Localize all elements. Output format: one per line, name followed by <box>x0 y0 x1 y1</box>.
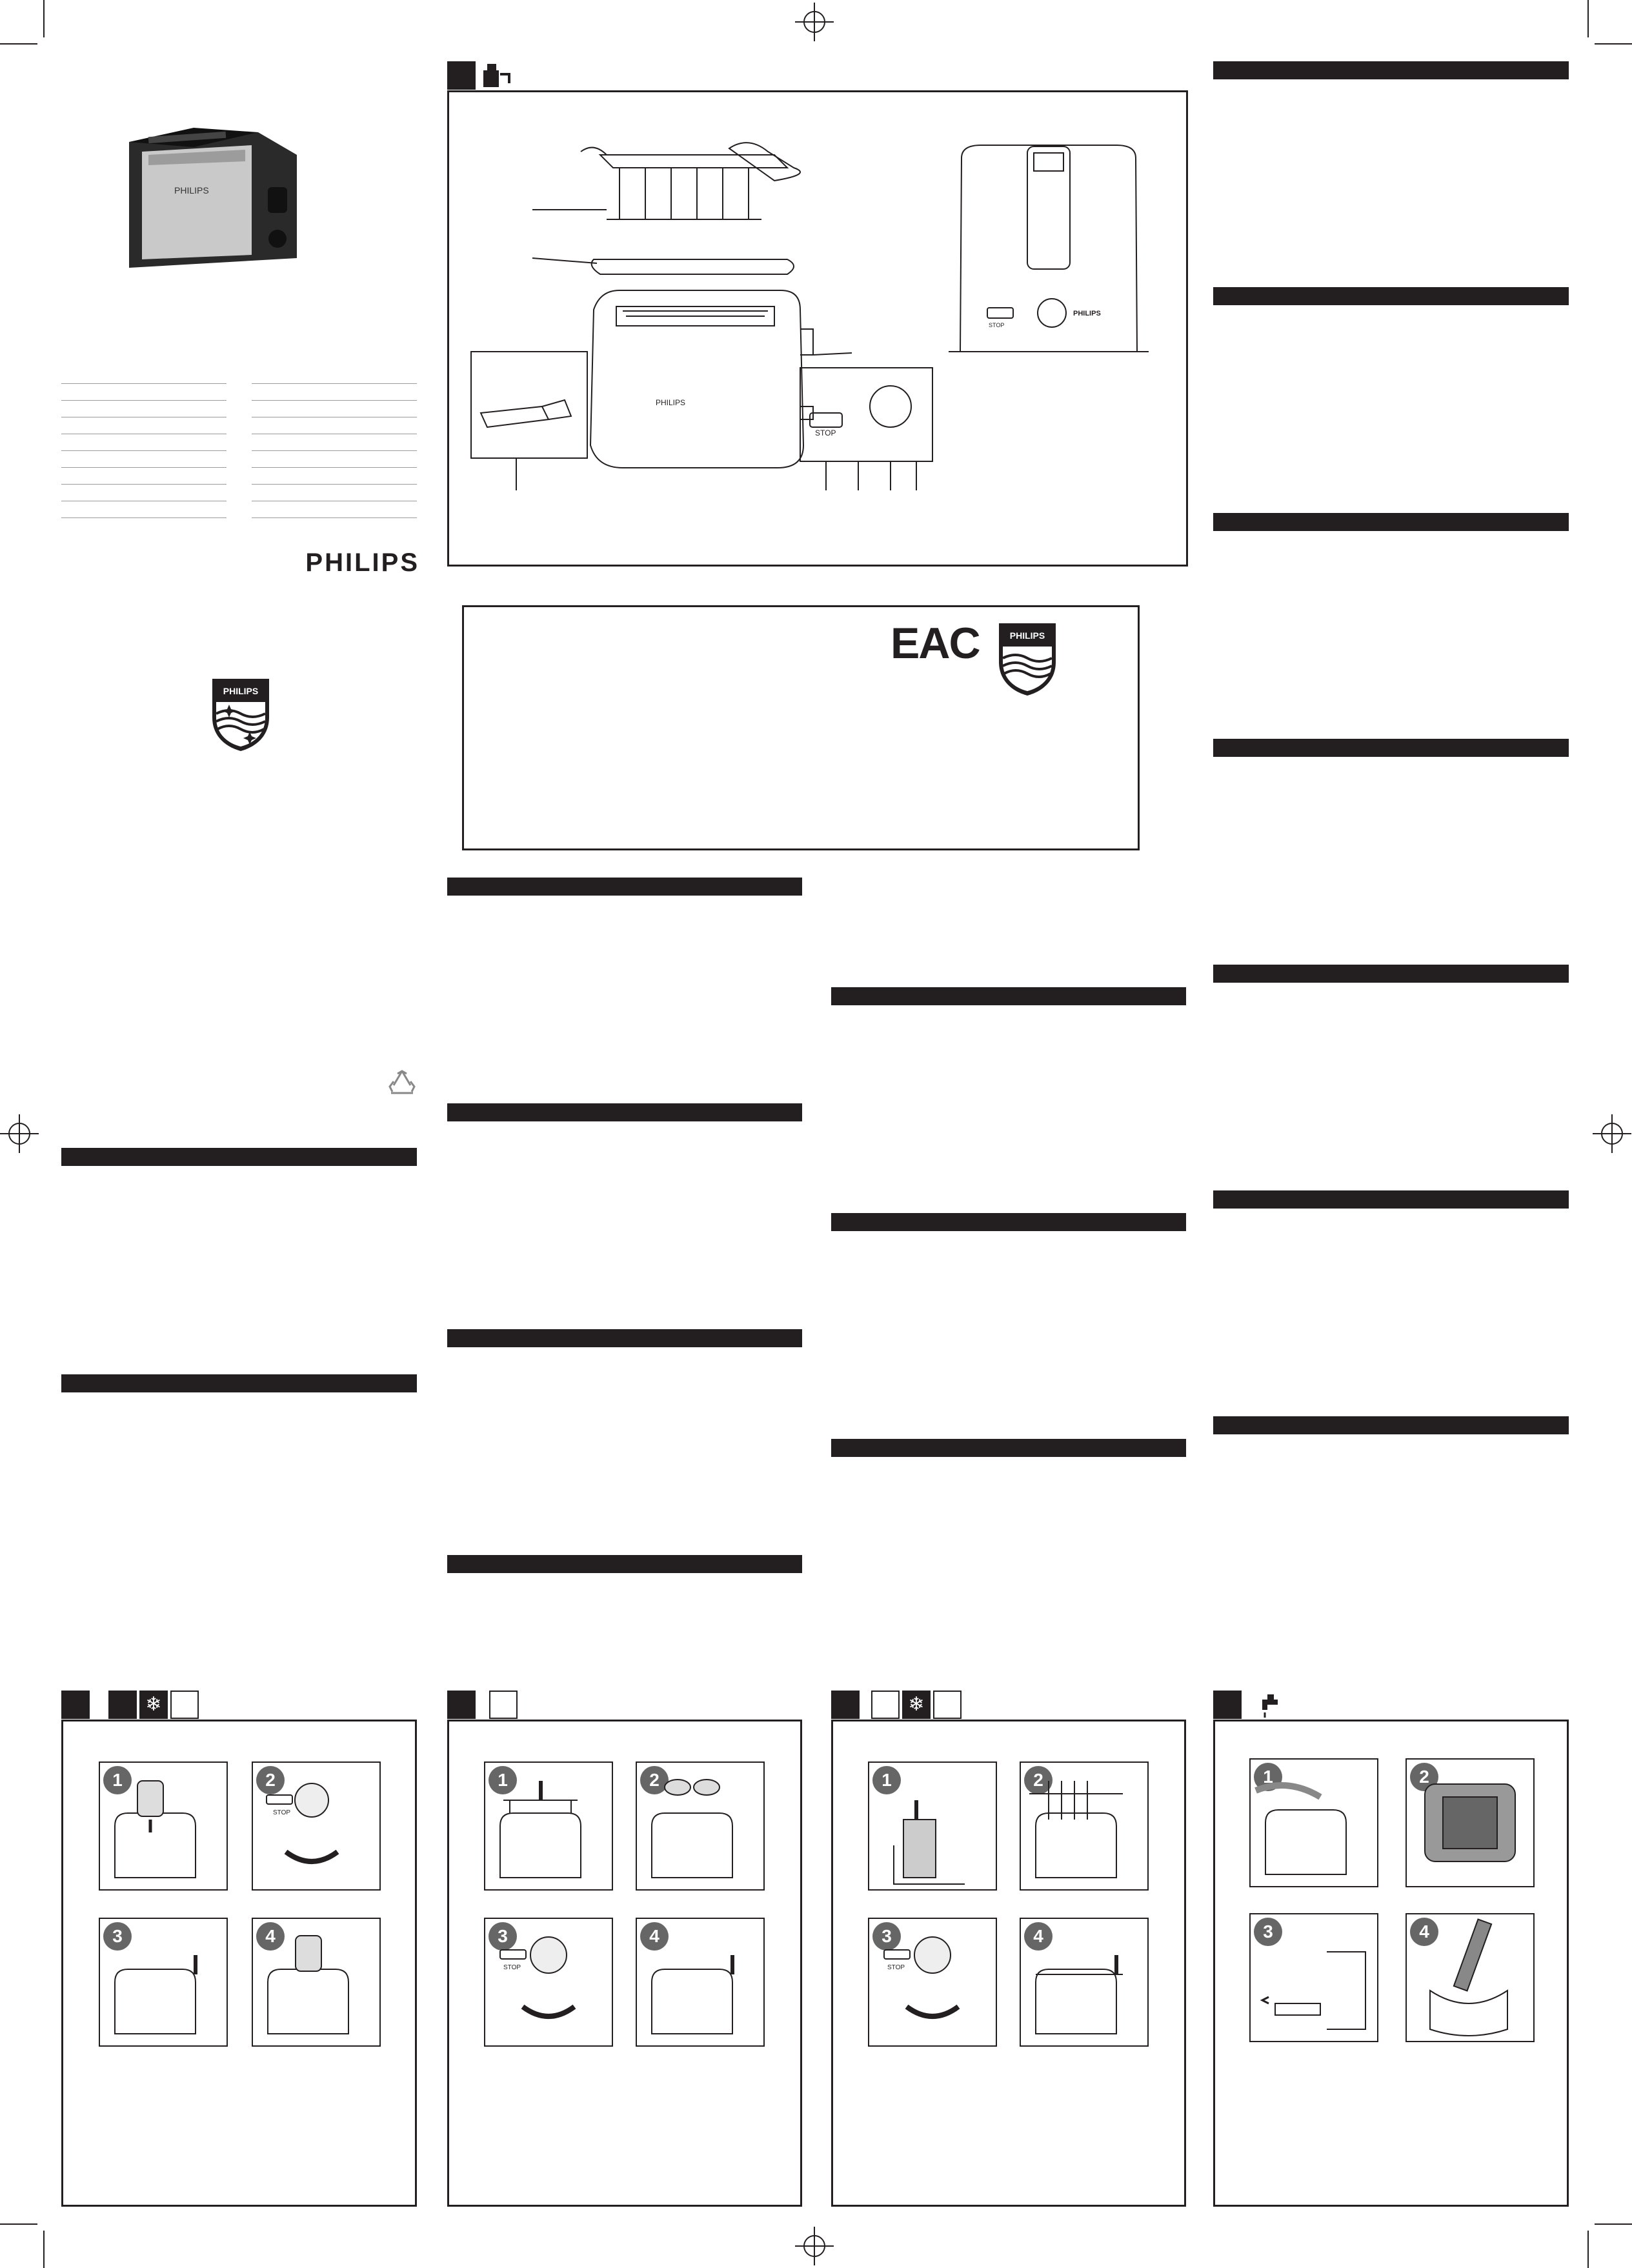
toaster-product-photo <box>103 116 310 277</box>
reheat-step-illustrations <box>484 1761 768 2047</box>
front-brand-label: PHILIPS <box>1073 310 1101 317</box>
snowflake-icon: ❄ <box>139 1691 168 1719</box>
cleaning-step-illustrations <box>1249 1758 1536 2043</box>
step-number: 1 <box>872 1766 901 1794</box>
section-marker <box>831 1691 860 1719</box>
bun-step-illustrations <box>868 1761 1152 2047</box>
step-number: 4 <box>640 1922 669 1951</box>
philips-shield-logo-certification <box>996 621 1058 697</box>
step-number: 1 <box>1254 1763 1282 1791</box>
step-number: 4 <box>1410 1918 1438 1946</box>
exploded-toaster-diagram <box>452 97 942 510</box>
section-header-bar <box>831 1439 1186 1457</box>
shield-label: PHILIPS <box>223 686 259 696</box>
section-header-bar <box>1213 61 1569 79</box>
step-number: 2 <box>640 1766 669 1794</box>
step-number: 1 <box>103 1766 132 1794</box>
product-overview-icon <box>481 61 512 90</box>
panel-stop-label: STOP <box>815 428 836 437</box>
step-number: 3 <box>1254 1918 1282 1946</box>
section-header-bar <box>447 878 802 896</box>
philips-shield-logo <box>210 676 272 752</box>
step-stop-label: STOP <box>273 1809 291 1816</box>
step-number: 2 <box>256 1766 285 1794</box>
eac-mark: EAC <box>891 619 980 668</box>
step-number: 2 <box>1024 1766 1053 1794</box>
section-header-bar <box>1213 287 1569 305</box>
section-header-bar <box>1213 1190 1569 1209</box>
step-stop-label: STOP <box>503 1964 521 1971</box>
section-header-bar <box>831 1213 1186 1231</box>
section-header-bar <box>447 1103 802 1121</box>
section-header-bar <box>61 1148 417 1166</box>
section-header-bar <box>447 1329 802 1347</box>
section-header-bar <box>447 1555 802 1573</box>
section-marker <box>1213 1691 1242 1719</box>
diagram-brand-label: PHILIPS <box>656 398 686 407</box>
philips-wordmark: PHILIPS <box>305 548 419 577</box>
step-number: 4 <box>1024 1922 1053 1951</box>
step-number: 1 <box>489 1766 517 1794</box>
section-marker <box>447 61 476 90</box>
product-brand-label: PHILIPS <box>174 185 209 196</box>
front-view-toaster-diagram <box>949 139 1149 371</box>
recycle-icon <box>386 1069 418 1101</box>
step-number: 2 <box>1410 1763 1438 1791</box>
section-marker <box>447 1691 476 1719</box>
section-header-bar <box>1213 965 1569 983</box>
reheat-icon <box>933 1691 962 1719</box>
section-marker <box>61 1691 90 1719</box>
snowflake-icon: ❄ <box>902 1691 931 1719</box>
step-number: 3 <box>872 1922 901 1951</box>
step-stop-label: STOP <box>887 1964 905 1971</box>
front-stop-label: STOP <box>989 322 1005 328</box>
tap-icon <box>1258 1691 1287 1719</box>
toast-step-illustrations <box>99 1761 383 2047</box>
section-header-bar <box>1213 1416 1569 1434</box>
section-header-bar <box>1213 739 1569 757</box>
step-number: 4 <box>256 1922 285 1951</box>
shield-label-certification: PHILIPS <box>1009 630 1045 641</box>
rack-icon <box>489 1691 518 1719</box>
section-header-bar <box>61 1374 417 1392</box>
reheat-icon <box>170 1691 199 1719</box>
step-number: 3 <box>489 1922 517 1951</box>
section-header-bar <box>1213 513 1569 531</box>
bread-icon <box>108 1691 137 1719</box>
step-number: 3 <box>103 1922 132 1951</box>
frozen-bread-icon <box>871 1691 900 1719</box>
section-header-bar <box>831 987 1186 1005</box>
